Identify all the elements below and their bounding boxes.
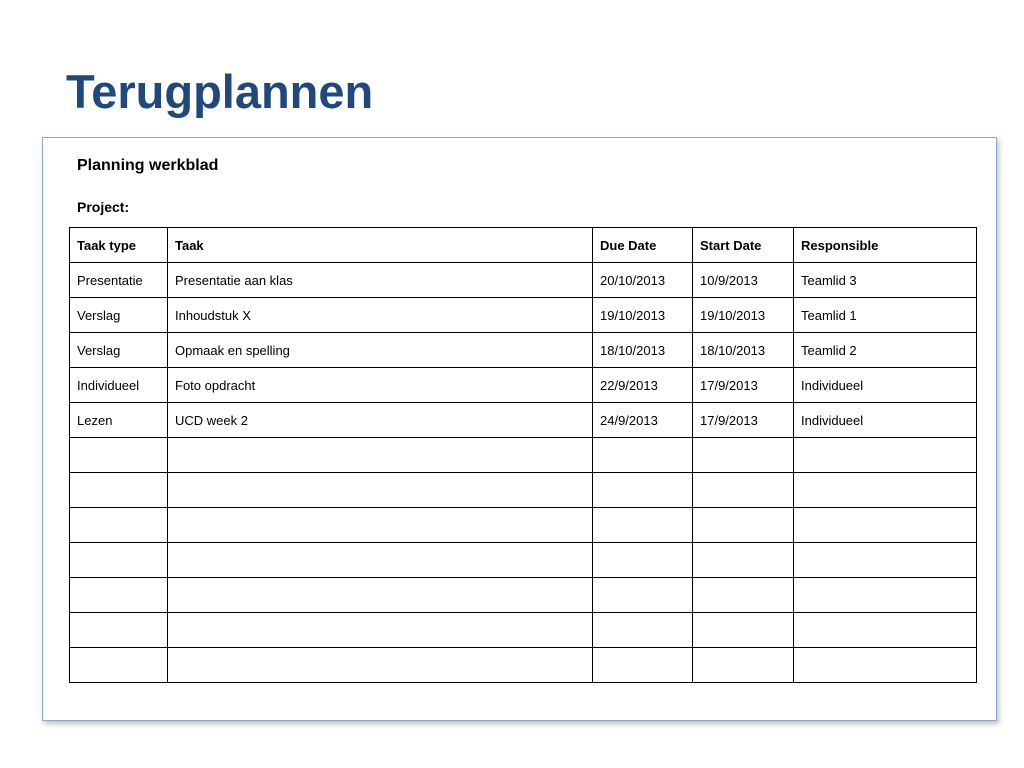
cell-taak-type <box>70 648 168 683</box>
cell-responsible: Teamlid 3 <box>794 263 977 298</box>
cell-due-date: 20/10/2013 <box>593 263 693 298</box>
cell-start-date: 10/9/2013 <box>693 263 794 298</box>
table-row <box>70 263 977 298</box>
cell-start-date <box>693 613 794 648</box>
header-taak: Taak <box>168 228 593 263</box>
cell-taak-type: Individueel <box>70 368 168 403</box>
cell-due-date: 22/9/2013 <box>593 368 693 403</box>
cell-taak <box>168 473 593 508</box>
slide-title: Terugplannen <box>66 65 374 118</box>
project-label: Project: <box>77 199 130 215</box>
cell-due-date <box>593 543 693 578</box>
header-due-date: Due Date <box>593 228 693 263</box>
worksheet-heading: Planning werkblad <box>77 157 219 174</box>
cell-start-date <box>693 473 794 508</box>
cell-taak <box>168 543 593 578</box>
cell-responsible <box>794 578 977 613</box>
cell-start-date <box>693 438 794 473</box>
cell-start-date: 18/10/2013 <box>693 333 794 368</box>
cell-responsible <box>794 438 977 473</box>
table-header-row <box>70 228 977 263</box>
cell-taak-type <box>70 508 168 543</box>
cell-taak-type: Verslag <box>70 298 168 333</box>
table-row-empty <box>70 438 977 473</box>
cell-due-date: 18/10/2013 <box>593 333 693 368</box>
cell-responsible: Individueel <box>794 368 977 403</box>
table-row-empty <box>70 613 977 648</box>
cell-due-date <box>593 438 693 473</box>
cell-responsible <box>794 648 977 683</box>
header-responsible: Responsible <box>794 228 977 263</box>
cell-due-date: 19/10/2013 <box>593 298 693 333</box>
cell-responsible: Individueel <box>794 403 977 438</box>
cell-taak <box>168 648 593 683</box>
cell-taak-type <box>70 613 168 648</box>
planning-table <box>69 227 977 683</box>
cell-taak-type: Lezen <box>70 403 168 438</box>
cell-taak: Opmaak en spelling <box>168 333 593 368</box>
cell-due-date <box>593 648 693 683</box>
cell-taak <box>168 613 593 648</box>
cell-due-date: 24/9/2013 <box>593 403 693 438</box>
cell-taak-type: Presentatie <box>70 263 168 298</box>
cell-taak: Foto opdracht <box>168 368 593 403</box>
cell-due-date <box>593 473 693 508</box>
cell-start-date <box>693 578 794 613</box>
cell-responsible: Teamlid 1 <box>794 298 977 333</box>
cell-responsible <box>794 543 977 578</box>
cell-taak <box>168 508 593 543</box>
table-row-empty <box>70 543 977 578</box>
table-row-empty <box>70 648 977 683</box>
cell-start-date <box>693 543 794 578</box>
cell-responsible <box>794 508 977 543</box>
cell-taak <box>168 578 593 613</box>
cell-taak <box>168 438 593 473</box>
cell-taak: Presentatie aan klas <box>168 263 593 298</box>
cell-start-date: 17/9/2013 <box>693 403 794 438</box>
table-row <box>70 298 977 333</box>
cell-responsible <box>794 613 977 648</box>
table-row-empty <box>70 578 977 613</box>
header-start-date: Start Date <box>693 228 794 263</box>
table-row <box>70 403 977 438</box>
cell-taak-type <box>70 473 168 508</box>
table-row <box>70 333 977 368</box>
cell-due-date <box>593 613 693 648</box>
header-taak-type: Taak type <box>70 228 168 263</box>
table-row-empty <box>70 473 977 508</box>
cell-start-date <box>693 508 794 543</box>
cell-taak-type <box>70 578 168 613</box>
cell-taak: UCD week 2 <box>168 403 593 438</box>
cell-responsible: Teamlid 2 <box>794 333 977 368</box>
cell-taak-type <box>70 438 168 473</box>
cell-due-date <box>593 508 693 543</box>
table-row-empty <box>70 508 977 543</box>
cell-start-date: 17/9/2013 <box>693 368 794 403</box>
cell-due-date <box>593 578 693 613</box>
cell-taak: Inhoudstuk X <box>168 298 593 333</box>
cell-responsible <box>794 473 977 508</box>
cell-start-date: 19/10/2013 <box>693 298 794 333</box>
cell-taak-type <box>70 543 168 578</box>
cell-start-date <box>693 648 794 683</box>
table-row <box>70 368 977 403</box>
cell-taak-type: Verslag <box>70 333 168 368</box>
worksheet-frame <box>42 137 997 721</box>
